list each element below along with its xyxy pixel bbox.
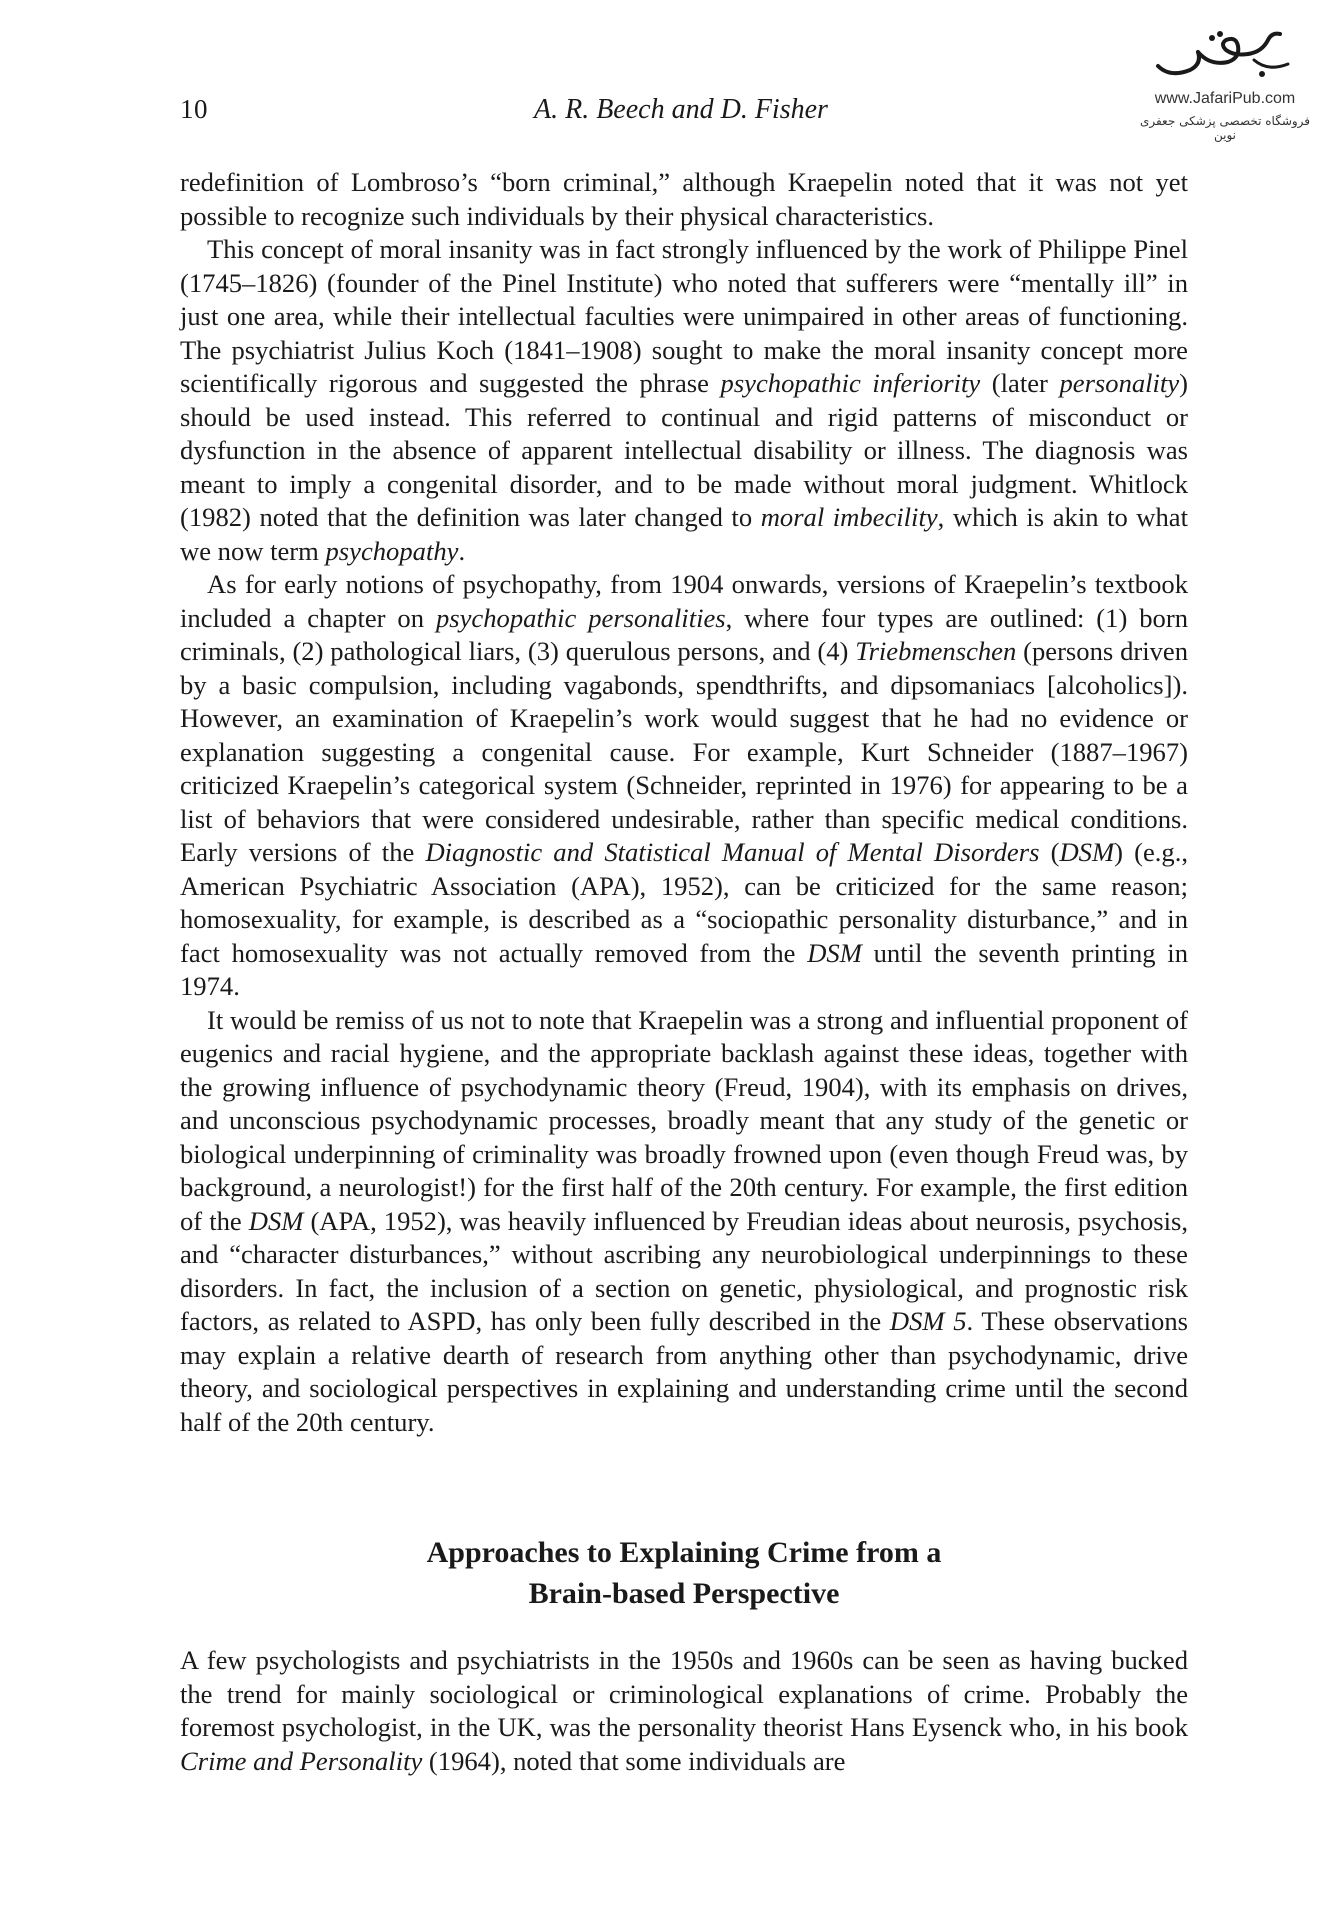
italic-text: Diagnostic and Statistical Manual of Mental Disorders: [425, 837, 1040, 867]
italic-text: personality: [1059, 368, 1180, 398]
section-heading-line-2: Brain-based Perspective: [528, 1577, 840, 1610]
italic-text: psychopathic personalities: [435, 602, 726, 633]
paragraph-2: [180, 233, 1188, 568]
text-run: , where four types are outlined: (1) born criminals, (2) pathological liars, (3) querulous persons, and (4): [180, 602, 1188, 666]
section-heading-line-1: Approaches to Explaining Crime from a: [426, 1536, 942, 1569]
text-run: until the seventh printing in 1974.: [180, 937, 1188, 1001]
italic-text: DSM: [807, 937, 862, 968]
italic-text: DSM 5: [889, 1306, 967, 1336]
text-run: (: [1039, 837, 1060, 867]
italic-text: psychopathy: [325, 535, 459, 566]
publisher-url: www.JafariPub.com: [1154, 90, 1296, 107]
paragraph-1: redefinition of Lombroso’s “born criminal,” although Kraepelin noted that it was not yet possible to recognize such individuals by their physical characteristics.: [180, 167, 1188, 231]
italic-text: DSM: [1059, 837, 1115, 867]
text-run: (persons driven by a basic compulsion, including vagabonds, spendthrifts, and dipsomaniacs [alcoholics]). However, an examination of Kraepelin’s work would suggest that he had no evidence or explanation suggesting a congenital cause. For example, Kurt Schneider (1887–1967) criticized Kraepelin’s categorical system (Schneider, reprinted in 1976) for appearing to be a list of behaviors that were considered undesirable, rather than specific medical conditions. Early versions of the: [180, 636, 1189, 867]
section-paragraph-1: [180, 1644, 1188, 1778]
text-run: A few psychologists and psychiatrists in the 1950s and 1960s can be seen as having bucked the trend for mainly sociological or criminological explanations of crime. Probably the foremost psychologist, in the UK, was the personality theorist Hans Eysenck who, in his book: [180, 1645, 1188, 1742]
italic-text: Crime and Personality: [180, 1745, 423, 1776]
italic-text: DSM: [248, 1205, 304, 1236]
publisher-tagline: فروشگاه تخصصی پزشکی جعفری نوین: [1139, 114, 1311, 142]
section-heading: [180, 1532, 1188, 1614]
paragraph-3: [180, 568, 1188, 1004]
publisher-watermark: [1130, 26, 1320, 146]
text-run: This concept of moral insanity was in fact strongly influenced by the work of Philippe Pinel (1745–1826) (founder of the Pinel Institute) who noted that sufferers were “mentally ill” in just one area, while their intellectual faculties were unimpaired in other areas of functioning. The psychiatrist Julius Koch (1841–1908) sought to make the moral insanity concept more scientifically rigorous and suggested the phrase: [180, 234, 1188, 398]
page-number: 10: [180, 94, 208, 124]
italic-text: psychopathic inferiority: [720, 368, 981, 398]
section-text: [180, 1644, 1188, 1778]
text-run: (later: [980, 368, 1060, 398]
running-head: A. R. Beech and D. Fisher: [534, 94, 828, 125]
text-run: As for early notions of psychopathy, from 1904 onwards, versions of Kraepelin’s textbook included a chapter on: [180, 569, 1188, 633]
text-run: . These observations may explain a relative dearth of research from anything other than psychodynamic, drive theory, and sociological perspectives in explaining and understanding crime until the second half of the 20th century.: [180, 1306, 1189, 1437]
italic-text: moral imbecility: [760, 502, 938, 532]
body-text: [180, 166, 1188, 1439]
text-run: ) should be used instead. This referred to continual and rigid patterns of misconduct or dysfunction in the absence of apparent intellectual disability or illness. The diagnosis was meant to imply a congenital disorder, and to be made without moral judgment. Whitlock (1982) noted that the definition was later changed to: [180, 368, 1188, 532]
text-run: , which is akin to what we now term: [180, 502, 1189, 566]
text-run: (1964), noted that some individuals are: [422, 1745, 846, 1776]
text-run: (APA, 1952), was heavily influenced by Freudian ideas about neurosis, psychosis, and “character disturbances,” without ascribing any neurobiological underpinnings to these disorders. In fact, the inclusion of a section on genetic, physiological, and prognostic risk factors, as related to ASPD, has only been fully described in the: [180, 1205, 1188, 1336]
paragraph-4: [180, 1004, 1188, 1440]
italic-text: Triebmenschen: [855, 636, 1017, 666]
text-run: .: [458, 535, 466, 566]
text-run: It would be remiss of us not to note that Kraepelin was a strong and influential proponent of eugenics and racial hygiene, and the appropriate backlash against these ideas, together with the growing influence of psychodynamic theory (Freud, 1904), with its emphasis on drives, and unconscious psychodynamic processes, broadly meant that any study of the genetic or biological underpinning of criminality was broadly frowned upon (even though Freud was, by background, a neurologist!) for the first half of the 20th century. For example, the first edition of the: [180, 1004, 1188, 1236]
text-run: ) (e.g., American Psychiatric Association (APA), 1952), can be criticized for the same reason; homosexuality, for example, is described as a “sociopathic personality disturbance,” and in fact homosexuality was not actually removed from the: [180, 837, 1188, 968]
publisher-logo-icon: [1150, 26, 1300, 88]
